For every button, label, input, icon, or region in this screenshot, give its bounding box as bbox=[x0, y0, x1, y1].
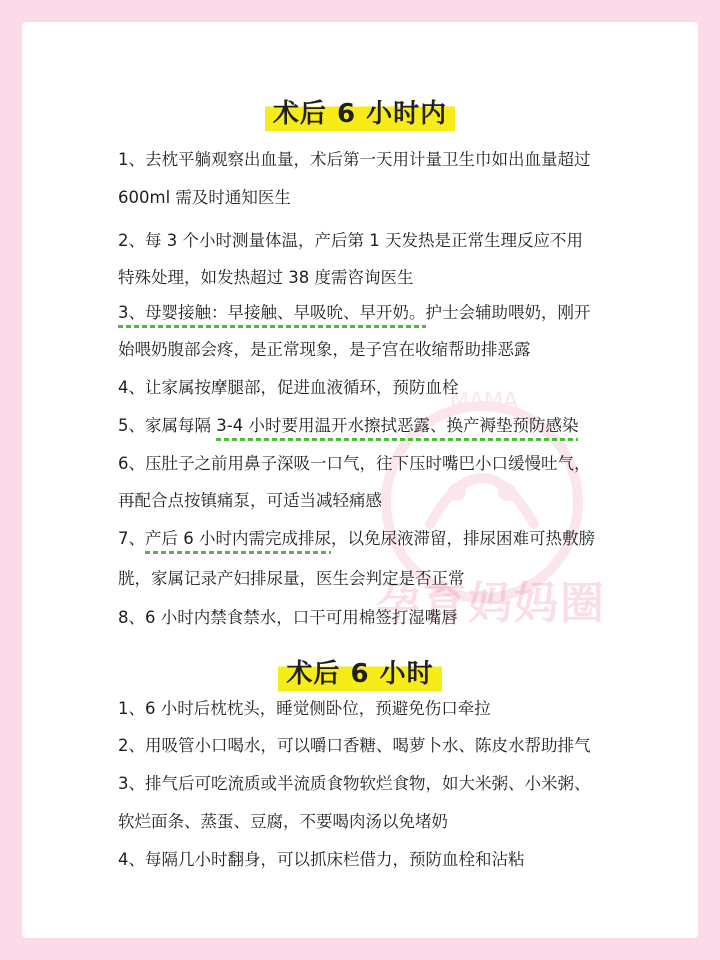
section1-item5-line bbox=[118, 415, 578, 437]
section1-item7-line bbox=[118, 528, 595, 550]
watermark-text: 孕育妈妈圈 bbox=[376, 578, 606, 629]
section2-line: 4、每隔几小时翻身，可以抓床栏借力，预防血栓和沾粘 bbox=[118, 850, 525, 869]
section2-heading-wrap bbox=[22, 650, 698, 693]
line-rest: ，以免尿液滞留，排尿困难可热敷膀 bbox=[331, 529, 595, 548]
underlined-phrase: 产后 6 小时内需完成排尿 bbox=[145, 529, 331, 554]
section1-line: 600ml 需及时通知医生 bbox=[118, 188, 291, 207]
section2-line: 3、排气后可吃流质或半流质食物软烂食物，如大米粥、小米粥、 bbox=[118, 774, 591, 793]
underlined-phrase: 3-4 小时要用温开水擦拭恶露、换产褥垫预防感染 bbox=[216, 416, 578, 441]
section1-line: 2、每 3 个小时测量体温，产后第 1 天发热是正常生理反应不用 bbox=[118, 231, 583, 250]
line-rest: 护士会辅助喂奶，刚开 bbox=[425, 303, 591, 322]
section1-line: 8、6 小时内禁食禁水，口干可用棉签打湿嘴唇 bbox=[118, 608, 458, 627]
section1-line: 1、去枕平躺观察出血量，术后第一天用计量卫生巾如出血量超过 bbox=[118, 150, 591, 169]
section2-line: 软烂面条、蒸蛋、豆腐，不要喝肉汤以免堵奶 bbox=[118, 812, 448, 831]
section1-line: 胱，家属记录产妇排尿量，医生会判定是否正常 bbox=[118, 569, 465, 588]
section1-item3-line bbox=[118, 302, 591, 324]
section2-line: 1、6 小时后枕枕头，睡觉侧卧位，预避免伤口牵拉 bbox=[118, 699, 491, 718]
section2-line: 2、用吸管小口喝水，可以嚼口香糖、喝萝卜水、陈皮水帮助排气 bbox=[118, 736, 591, 755]
line-start: 7、 bbox=[118, 529, 145, 548]
underlined-phrase: 3、母婴接触：早接触、早吸吮、早开奶。 bbox=[118, 303, 426, 328]
section1-line: 6、压肚子之前用鼻子深吸一口气，往下压时嘴巴小口缓慢吐气， bbox=[118, 454, 591, 473]
section1-heading-wrap bbox=[22, 90, 698, 133]
content-card bbox=[22, 22, 698, 938]
section2-title: 术后 6 小时 bbox=[278, 650, 441, 693]
svg-text:MAMA: MAMA bbox=[450, 389, 519, 414]
line-start: 5、家属每隔 bbox=[118, 416, 217, 435]
section1-line: 4、让家属按摩腿部，促进血液循环，预防血栓 bbox=[118, 378, 459, 397]
section1-line: 再配合点按镇痛泵，可适当减轻痛感 bbox=[118, 491, 382, 510]
section1-title: 术后 6 小时内 bbox=[265, 90, 455, 133]
section1-line: 始喂奶腹部会疼，是正常现象，是子宫在收缩帮助排恶露 bbox=[118, 340, 531, 359]
section1-line: 特殊处理，如发热超过 38 度需咨询医生 bbox=[118, 268, 414, 287]
